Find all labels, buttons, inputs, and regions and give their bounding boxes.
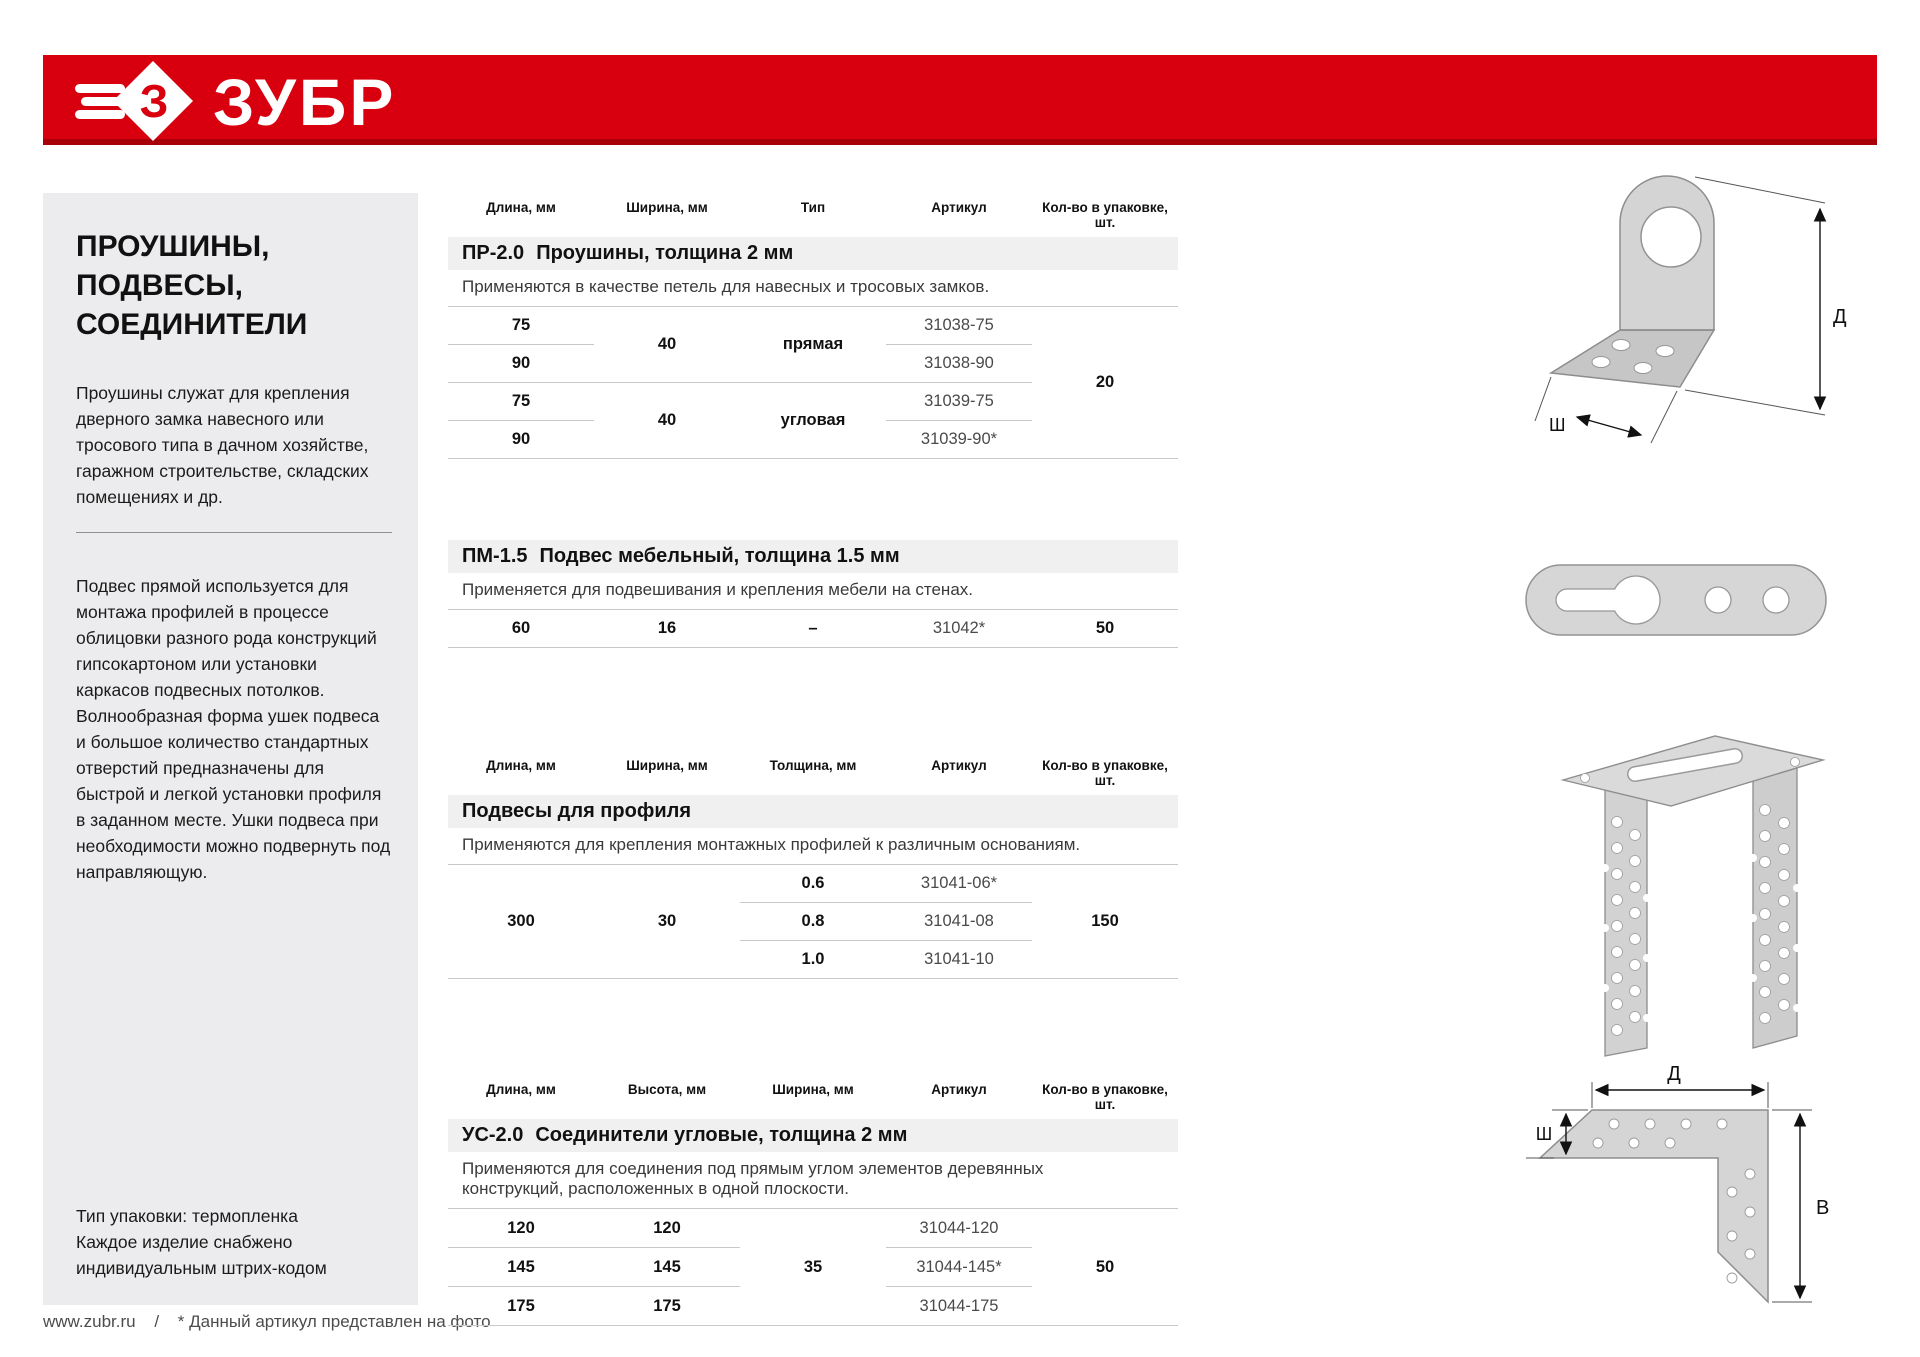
page-footer [43,1312,505,1332]
logo-text: ЗУБР [213,65,397,139]
section-name: Соединители угловые, толщина 2 мм [535,1124,908,1146]
section-description: Применяются для крепления монтажных профилей к различным основаниям. [462,835,1081,854]
cell-qty: 50 [1032,1209,1178,1326]
table-profile-hangers [448,758,1178,979]
column-header: Ширина, мм [626,200,708,215]
cell-type: – [740,610,886,648]
column-header: Длина, мм [486,200,556,215]
brand-header-bar [43,55,1877,145]
page-title-line2: ПОДВЕСЫ, [76,269,243,302]
section-header [448,795,1178,828]
cell-length: 75 [448,307,594,345]
column-header: Кол-во в упаковке, шт. [1042,758,1168,788]
packaging-info [76,1203,392,1281]
cell-articul: 31044-145* [886,1248,1032,1287]
cell-articul: 31041-06* [886,865,1032,903]
section-header [448,540,1178,573]
section-code: ПР-2.0 [462,242,525,264]
cell-articul: 31038-75 [886,307,1032,345]
sidebar [43,193,418,1305]
cell-qty: 20 [1032,307,1178,459]
cell-width: 16 [594,610,740,648]
cell-length: 175 [448,1287,594,1326]
dim-label-length: Д [1667,1063,1681,1085]
cell-length: 120 [448,1209,594,1248]
dim-label-width: Ш [1535,1124,1553,1144]
cell-width: 40 [594,383,740,459]
dim-label-width: Ш [1549,415,1566,435]
cell-length: 75 [448,383,594,421]
sidebar-paragraph-eyelets: Проушины служат для крепления дверного замка навесного или тросового типа в дачном хозяйстве, гаражном строительстве, складских помещениях и др. [76,383,369,507]
product-image-corner-connector [1510,1060,1850,1320]
cell-articul: 31041-08 [886,903,1032,941]
cell-articul: 31044-120 [886,1209,1032,1248]
cell-articul: 31042* [886,610,1032,648]
product-image-furniture-hanger [1518,553,1838,648]
section-name: Проушины, толщина 2 мм [536,242,794,264]
cell-thickness: 0.6 [740,865,886,903]
column-header: Артикул [931,200,987,215]
zubr-logo [73,61,493,141]
column-header: Длина, мм [486,758,556,773]
sidebar-divider [76,532,392,533]
column-header: Ширина, мм [772,1082,854,1097]
cell-length: 90 [448,345,594,383]
table-furniture-hanger [448,540,1178,648]
cell-length: 90 [448,421,594,459]
cell-qty: 150 [1032,865,1178,979]
zubr-diamond-icon [75,61,193,141]
cell-articul: 31039-90* [886,421,1032,459]
cell-length: 300 [448,865,594,979]
footer-divider: / [154,1312,160,1331]
section-description: Применяются для соединения под прямым углом элементов деревянных конструкций, расположенных в одной плоскости. [462,1159,1044,1198]
column-header: Артикул [931,758,987,773]
logo-mark: З [139,75,169,127]
cell-width: 35 [740,1209,886,1326]
sidebar-paragraph-hanger-shape: Волнообразная форма ушек подвеса и большое количество стандартных отверстий предназначены для быстрой и легкой установки профиля в заданном месте. Ушки подвеса при необходимости можно подвернуть под направляющую. [76,706,391,882]
column-header: Кол-во в упаковке, шт. [1042,1082,1168,1112]
cell-type: угловая [740,383,886,459]
section-header [448,237,1178,270]
cell-width: 40 [594,307,740,383]
table-row [448,865,1178,903]
page-title-line3: СОЕДИНИТЕЛИ [76,308,308,341]
section-description: Применяются в качестве петель для навесных и тросовых замков. [462,277,990,296]
column-header: Длина, мм [486,1082,556,1097]
cell-length: 60 [448,610,594,648]
dim-label-length: Д [1833,306,1847,328]
product-image-profile-hanger [1555,718,1835,1058]
table-row [448,1209,1178,1248]
section-description: Применяется для подвешивания и крепления мебели на стенах. [462,580,973,599]
cell-thickness: 0.8 [740,903,886,941]
cell-qty: 50 [1032,610,1178,648]
cell-width: 30 [594,865,740,979]
column-header: Ширина, мм [626,758,708,773]
cell-length: 145 [448,1248,594,1287]
section-name: Подвес мебельный, толщина 1.5 мм [539,545,900,567]
footer-site-url: www.zubr.ru [43,1312,136,1331]
packaging-note: Каждое изделие снабжено индивидуальным штрих-кодом [76,1232,327,1278]
section-code: ПМ-1.5 [462,545,528,567]
column-header: Толщина, мм [769,758,857,773]
table-eyelets-column-headers [448,200,1178,230]
column-header: Тип [800,200,826,215]
table-row [448,307,1178,345]
cell-articul: 31044-175 [886,1287,1032,1326]
page-title [76,227,392,344]
section-code: УС-2.0 [462,1124,524,1146]
product-image-eyelet [1525,165,1855,465]
dim-label-height: В [1816,1197,1830,1219]
table-row [448,610,1178,648]
cell-height: 120 [594,1209,740,1248]
table-corner-connectors-column-headers [448,1082,1178,1112]
table-corner-connectors [448,1082,1178,1326]
column-header: Высота, мм [627,1082,707,1097]
section-name: Подвесы для профиля [462,800,691,822]
footer-asterisk-note: * Данный артикул представлен на фото [177,1312,491,1331]
column-header: Артикул [931,1082,987,1097]
cell-height: 175 [594,1287,740,1326]
cell-type: прямая [740,307,886,383]
sidebar-paragraph-hanger-use: Подвес прямой используется для монтажа профилей в процессе облицовки разного рода конструкций гипсокартоном или установки каркасов подвесных потолков. [76,576,377,700]
table-eyelets [448,200,1178,459]
cell-articul: 31041-10 [886,941,1032,979]
column-header: Кол-во в упаковке, шт. [1042,200,1168,230]
cell-articul: 31038-90 [886,345,1032,383]
section-header [448,1119,1178,1152]
cell-height: 145 [594,1248,740,1287]
page-title-line1: ПРОУШИНЫ, [76,230,270,263]
cell-thickness: 1.0 [740,941,886,979]
cell-articul: 31039-75 [886,383,1032,421]
packaging-type: Тип упаковки: термопленка [76,1206,298,1226]
table-profile-hangers-column-headers [448,758,1178,788]
